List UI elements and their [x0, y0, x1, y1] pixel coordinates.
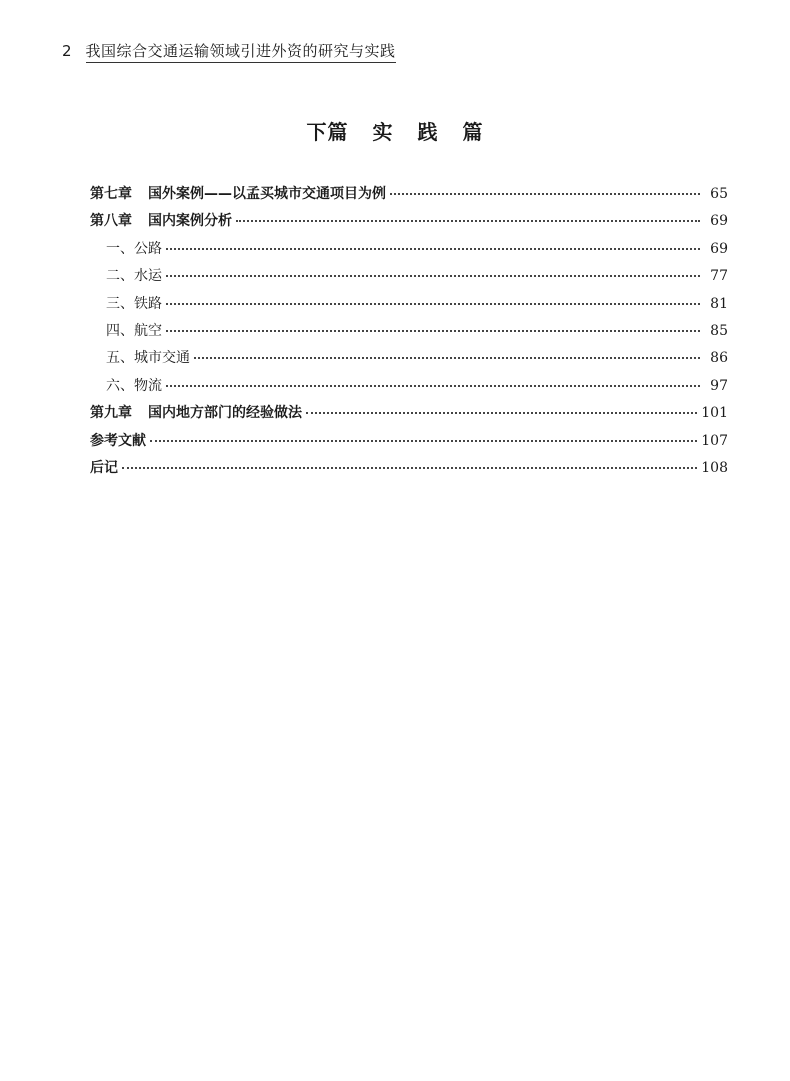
toc-dot-leader [122, 467, 697, 469]
part-title-word: 践 [417, 120, 439, 144]
toc-entry [90, 208, 728, 235]
running-header [62, 40, 396, 63]
toc-entry [90, 181, 728, 208]
toc-dot-leader [150, 440, 697, 442]
toc-entry-label [90, 400, 302, 427]
table-of-contents [90, 181, 728, 482]
toc-page-number: 101 [701, 405, 728, 422]
toc-dot-leader [236, 220, 700, 222]
toc-entry-title: 国内地方部门的经验做法 [148, 405, 302, 422]
toc-entry-title: 六、物流 [106, 377, 162, 394]
toc-entry-title: 四、航空 [106, 322, 162, 339]
toc-dot-leader [166, 303, 700, 305]
toc-page-number: 97 [710, 377, 728, 394]
toc-page-number: 65 [710, 186, 728, 202]
toc-chapter-number: 第八章 [90, 213, 132, 230]
toc-dot-leader [166, 248, 700, 250]
toc-entry [90, 428, 728, 455]
toc-entry [90, 236, 728, 263]
toc-page-number: 81 [710, 295, 728, 312]
toc-dot-leader [166, 385, 700, 387]
toc-entry-title: 后记 [90, 459, 118, 476]
toc-entry [90, 263, 728, 290]
toc-dot-leader [166, 330, 700, 332]
toc-dot-leader [166, 275, 700, 277]
toc-entry-title: 三、铁路 [106, 295, 162, 312]
toc-entry-label [90, 208, 232, 235]
book-title: 我国综合交通运输领域引进外资的研究与实践 [86, 40, 396, 63]
toc-entry-label [90, 428, 146, 455]
toc-entry-label [90, 236, 162, 263]
toc-page-number: 108 [701, 459, 728, 476]
toc-entry-title: 五、城市交通 [106, 350, 190, 367]
toc-entry-label [90, 263, 162, 290]
toc-page-number: 85 [710, 322, 728, 339]
toc-entry-title: 一、公路 [106, 240, 162, 257]
toc-page-number: 77 [710, 268, 728, 285]
toc-dot-leader [194, 357, 700, 359]
toc-page-number: 107 [701, 432, 728, 449]
page-number: 2 [62, 42, 72, 60]
toc-entry [90, 373, 728, 400]
toc-chapter-number: 第九章 [90, 405, 132, 422]
toc-entry-label [90, 345, 190, 372]
part-title-word: 实 [372, 120, 394, 144]
toc-entry [90, 455, 728, 482]
toc-page-number: 69 [710, 240, 728, 257]
toc-dot-leader [390, 193, 700, 195]
toc-entry-title: 国内案例分析 [148, 213, 232, 230]
part-title-word: 篇 [462, 120, 484, 144]
toc-entry-label [90, 373, 162, 400]
toc-entry-title: 参考文献 [90, 432, 146, 449]
toc-entry [90, 291, 728, 318]
toc-entry-label [90, 455, 118, 482]
toc-entry [90, 318, 728, 345]
toc-chapter-number: 第七章 [90, 186, 132, 202]
toc-entry-title: 国外案例——以孟买城市交通项目为例 [148, 186, 386, 202]
toc-entry-label [90, 291, 162, 318]
toc-page-number: 86 [710, 350, 728, 367]
part-title [0, 116, 790, 145]
toc-dot-leader [306, 412, 697, 414]
toc-entry-label [90, 318, 162, 345]
toc-entry [90, 400, 728, 427]
toc-entry [90, 345, 728, 372]
toc-entry-title: 二、水运 [106, 268, 162, 285]
toc-entry-label [90, 181, 386, 208]
toc-page-number: 69 [710, 213, 728, 230]
part-title-word: 下篇 [306, 120, 349, 144]
